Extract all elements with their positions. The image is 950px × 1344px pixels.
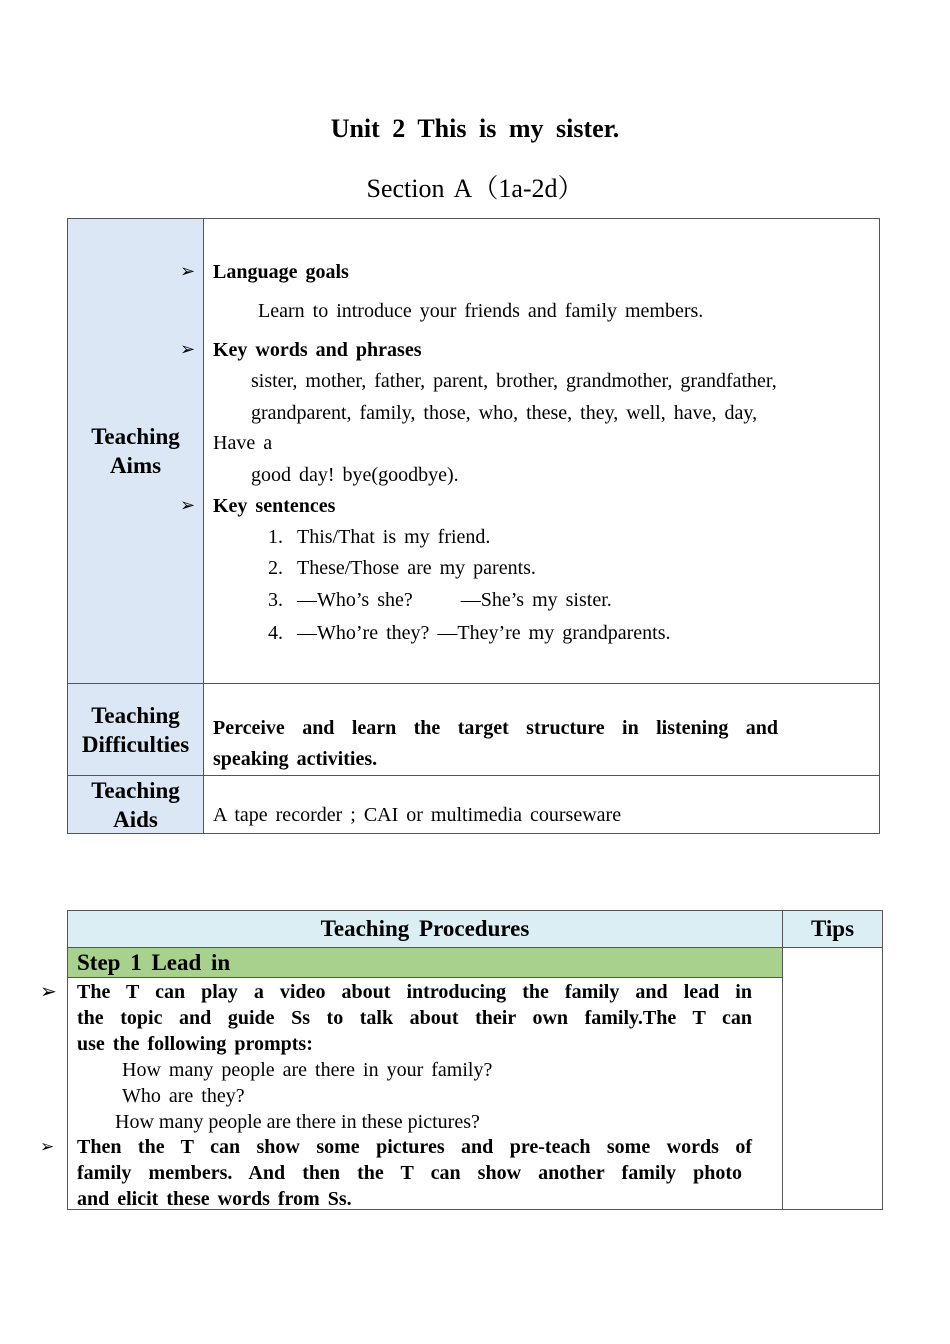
key-words-line: grandparent, family, those, who, these, they, well, have, day, <box>251 402 758 424</box>
sentence-number: 1. <box>268 526 283 548</box>
key-words-title: Key words and phrases <box>213 339 422 361</box>
tips-header: Tips <box>782 910 883 948</box>
key-words-line: Have a <box>213 432 273 454</box>
page-title: Unit 2 This is my sister. <box>330 114 620 143</box>
label-line: Aids <box>113 806 158 832</box>
prompt-question: Who are they? <box>122 1085 245 1107</box>
key-sentence: These/Those are my parents. <box>297 557 536 579</box>
label-line: Difficulties <box>81 731 190 757</box>
key-sentence: —Who’s she? —She’s my sister. <box>297 589 612 611</box>
procedure-line: Then the T can show some pictures and pre-teach some words of <box>77 1136 752 1158</box>
tips-cell <box>782 947 883 1210</box>
arrowhead-bullet-icon: ➢ <box>180 261 196 281</box>
teaching-aims-content <box>180 219 879 683</box>
teaching-aids-text: A tape recorder ; CAI or multimedia courseware <box>213 804 622 826</box>
prompt-question: How many people are there in these pictures? <box>115 1111 480 1133</box>
label-line: Teaching <box>91 777 180 803</box>
procedure-line: the topic and guide Ss to talk about their own family.The T can <box>77 1007 752 1029</box>
teaching-aims-row <box>68 219 879 684</box>
arrowhead-bullet-icon: ➢ <box>180 339 196 359</box>
teaching-difficulties-label <box>68 684 204 775</box>
language-goals-title: Language goals <box>213 261 349 283</box>
procedure-line: and elicit these words from Ss. <box>77 1188 352 1210</box>
sentence-number: 3. <box>268 589 283 611</box>
page-subtitle: Section A（1a-2d） <box>366 174 584 203</box>
arrowhead-bullet-icon: ➢ <box>40 981 57 1003</box>
teaching-aims-label <box>68 219 204 683</box>
key-words-line: good day! bye(goodbye). <box>251 464 459 486</box>
difficulties-line: Perceive and learn the target structure in listening and <box>213 717 778 739</box>
teaching-difficulties-content <box>205 684 879 775</box>
label-line: Teaching <box>91 702 180 728</box>
procedure-line: family members. And then the T can show another family photo <box>77 1162 742 1184</box>
teaching-difficulties-row <box>68 684 879 776</box>
step-1-content <box>40 977 783 1210</box>
label-line: Aims <box>109 453 162 478</box>
teaching-aids-label <box>68 776 204 833</box>
procedures-header: Teaching Procedures <box>67 910 783 948</box>
teaching-procedures-table <box>40 910 883 1210</box>
arrowhead-bullet-icon: ➢ <box>40 1137 55 1156</box>
procedure-line: use the following prompts: <box>77 1033 313 1055</box>
key-sentence: This/That is my friend. <box>297 526 491 548</box>
key-sentences-title: Key sentences <box>213 495 336 517</box>
teaching-overview-table <box>67 218 880 834</box>
sentence-number: 4. <box>268 622 283 644</box>
language-goals-text: Learn to introduce your friends and family members. <box>258 300 704 322</box>
key-sentence: —Who’re they? —They’re my grandparents. <box>297 622 671 644</box>
label-line: Teaching <box>91 424 180 449</box>
sentence-number: 2. <box>268 557 283 579</box>
teaching-aids-row <box>68 776 879 833</box>
step-1-title: Step 1 Lead in <box>67 947 783 978</box>
arrowhead-bullet-icon: ➢ <box>180 495 196 515</box>
difficulties-line: speaking activities. <box>213 748 378 770</box>
teaching-aids-content <box>205 776 879 833</box>
key-words-line: sister, mother, father, parent, brother, grandmother, grandfather, <box>251 370 777 392</box>
prompt-question: How many people are there in your family? <box>122 1059 493 1081</box>
procedure-line: The T can play a video about introducing the family and lead in <box>77 981 752 1003</box>
